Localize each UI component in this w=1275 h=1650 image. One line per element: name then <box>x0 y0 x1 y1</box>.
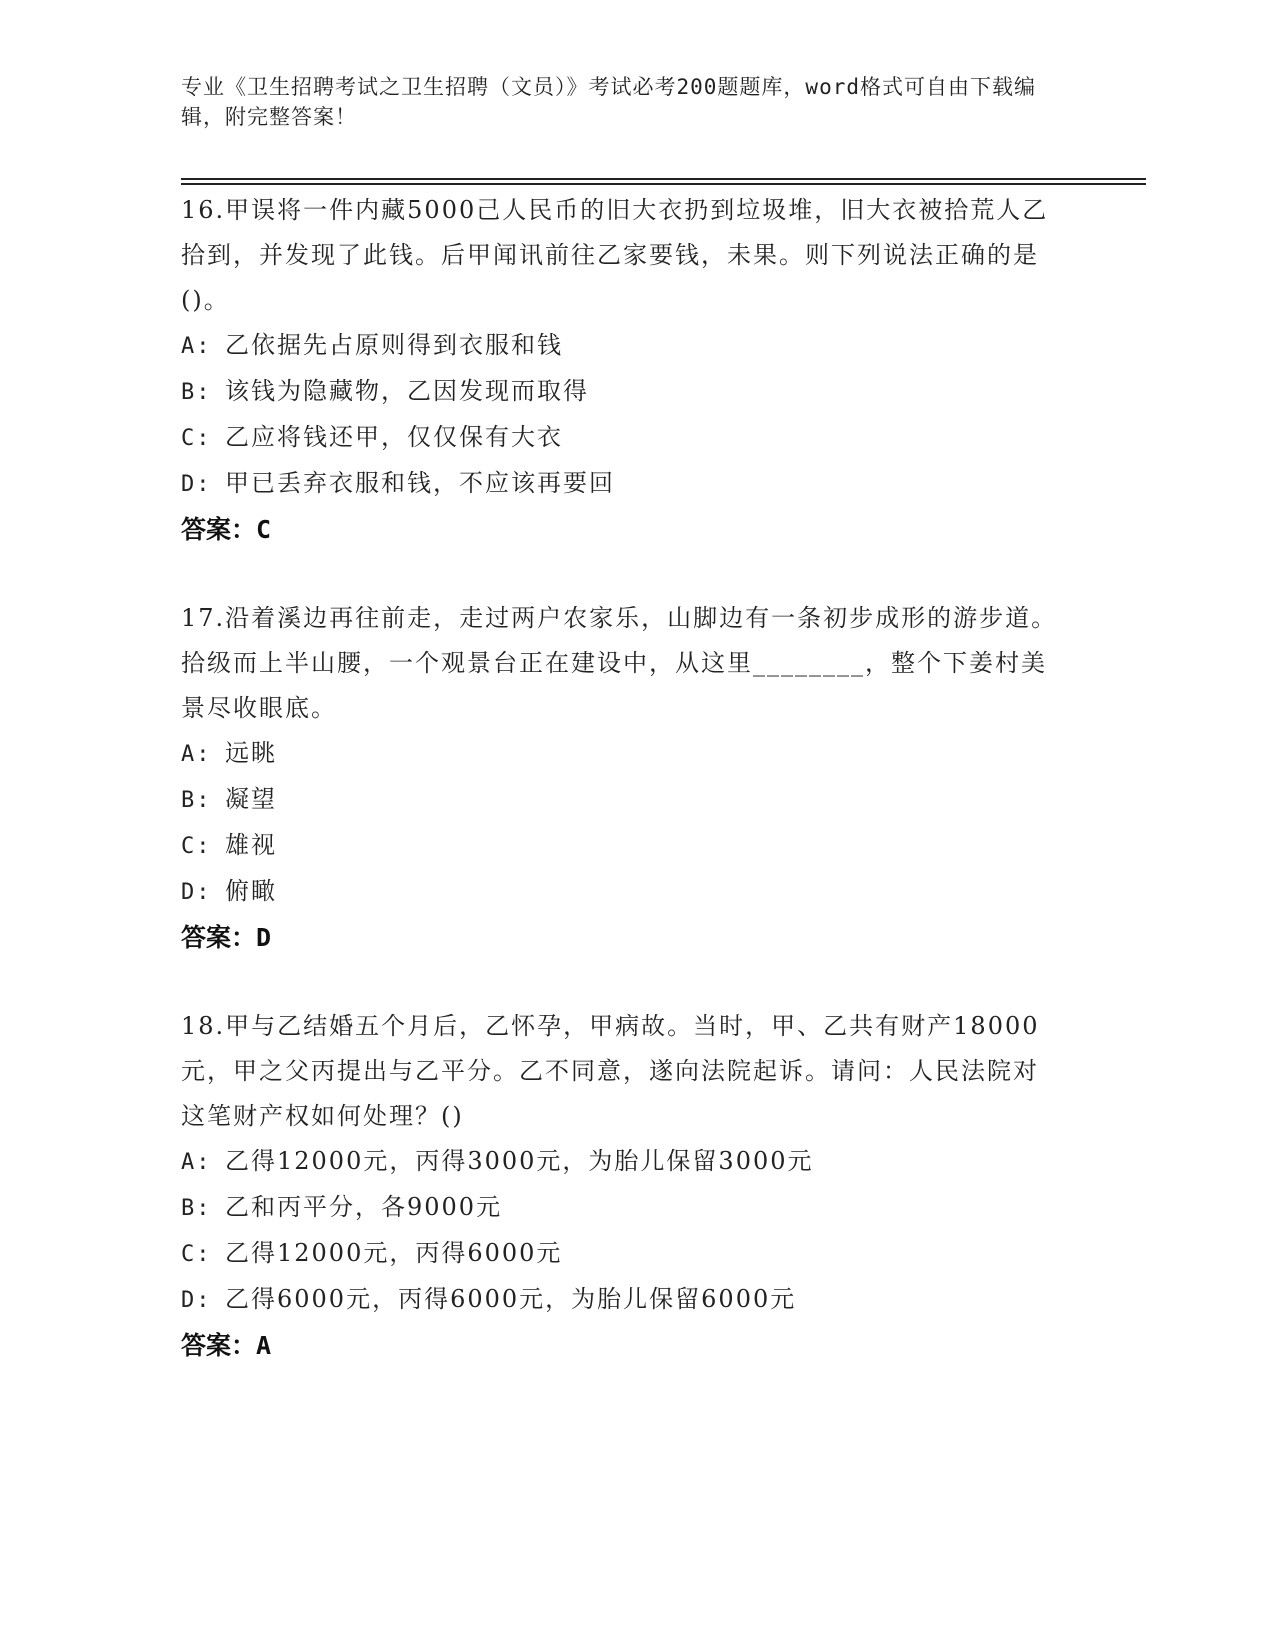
header-divider-top <box>181 178 1146 180</box>
option-a <box>181 1139 1081 1185</box>
option-text: 俯瞰 <box>225 877 277 905</box>
option-b <box>181 777 1081 823</box>
option-letter: C: <box>181 426 212 451</box>
option-d <box>181 1277 1081 1323</box>
option-text: 乙和丙平分，各9000元 <box>225 1193 503 1221</box>
option-letter: D: <box>181 1288 212 1313</box>
option-text: 乙应将钱还甲，仅仅保有大衣 <box>225 423 563 451</box>
option-c <box>181 415 1081 461</box>
answer-line: 答案：D <box>181 923 272 952</box>
question-17 <box>181 596 1081 960</box>
document-header: 专业《卫生招聘考试之卫生招聘（文员）》考试必考200题题库，word格式可自由下载编辑，附完整答案！ <box>181 75 1036 129</box>
option-letter: B: <box>181 380 212 405</box>
option-text: 该钱为隐藏物，乙因发现而取得 <box>225 377 589 405</box>
option-a <box>181 731 1081 777</box>
option-c <box>181 823 1081 869</box>
option-text: 乙得12000元，丙得3000元，为胎儿保留3000元 <box>225 1147 814 1175</box>
answer-line: 答案：A <box>181 1331 272 1360</box>
option-letter: C: <box>181 1242 212 1267</box>
option-letter: D: <box>181 880 212 905</box>
option-letter: A: <box>181 334 212 359</box>
question-18 <box>181 1004 1081 1368</box>
option-letter: B: <box>181 788 212 813</box>
option-d <box>181 461 1081 507</box>
option-letter: C: <box>181 834 212 859</box>
option-letter: A: <box>181 742 212 767</box>
option-b <box>181 1185 1081 1231</box>
option-a <box>181 323 1081 369</box>
header-divider-bottom <box>181 183 1146 185</box>
option-b <box>181 369 1081 415</box>
option-text: 乙得12000元，丙得6000元 <box>225 1239 563 1267</box>
option-text: 雄视 <box>225 831 277 859</box>
option-text: 乙得6000元，丙得6000元，为胎儿保留6000元 <box>225 1285 797 1313</box>
option-text: 甲已丢弃衣服和钱，不应该再要回 <box>225 469 615 497</box>
option-letter: D: <box>181 472 212 497</box>
option-letter: A: <box>181 1150 212 1175</box>
answer-line: 答案：C <box>181 515 272 544</box>
question-stem: 16.甲误将一件内藏5000己人民币的旧大衣扔到垃圾堆，旧大衣被拾荒人乙拾到，并发现了此钱。后甲闻讯前往乙家要钱，未果。则下列说法正确的是()。 <box>181 196 1049 314</box>
option-letter: B: <box>181 1196 212 1221</box>
question-stem: 18.甲与乙结婚五个月后，乙怀孕，甲病故。当时，甲、乙共有财产18000元，甲之父丙提出与乙平分。乙不同意，遂向法院起诉。请问：人民法院对这笔财产权如何处理？() <box>181 1012 1040 1130</box>
question-stem: 17.沿着溪边再往前走，走过两户农家乐，山脚边有一条初步成形的游步道。拾级而上半山腰，一个观景台正在建设中，从这里________，整个下姜村美景尽收眼底。 <box>181 604 1058 722</box>
question-16 <box>181 188 1081 552</box>
option-d <box>181 869 1081 915</box>
option-text: 远眺 <box>225 739 277 767</box>
option-text: 乙依据先占原则得到衣服和钱 <box>225 331 563 359</box>
option-text: 凝望 <box>225 785 277 813</box>
option-c <box>181 1231 1081 1277</box>
